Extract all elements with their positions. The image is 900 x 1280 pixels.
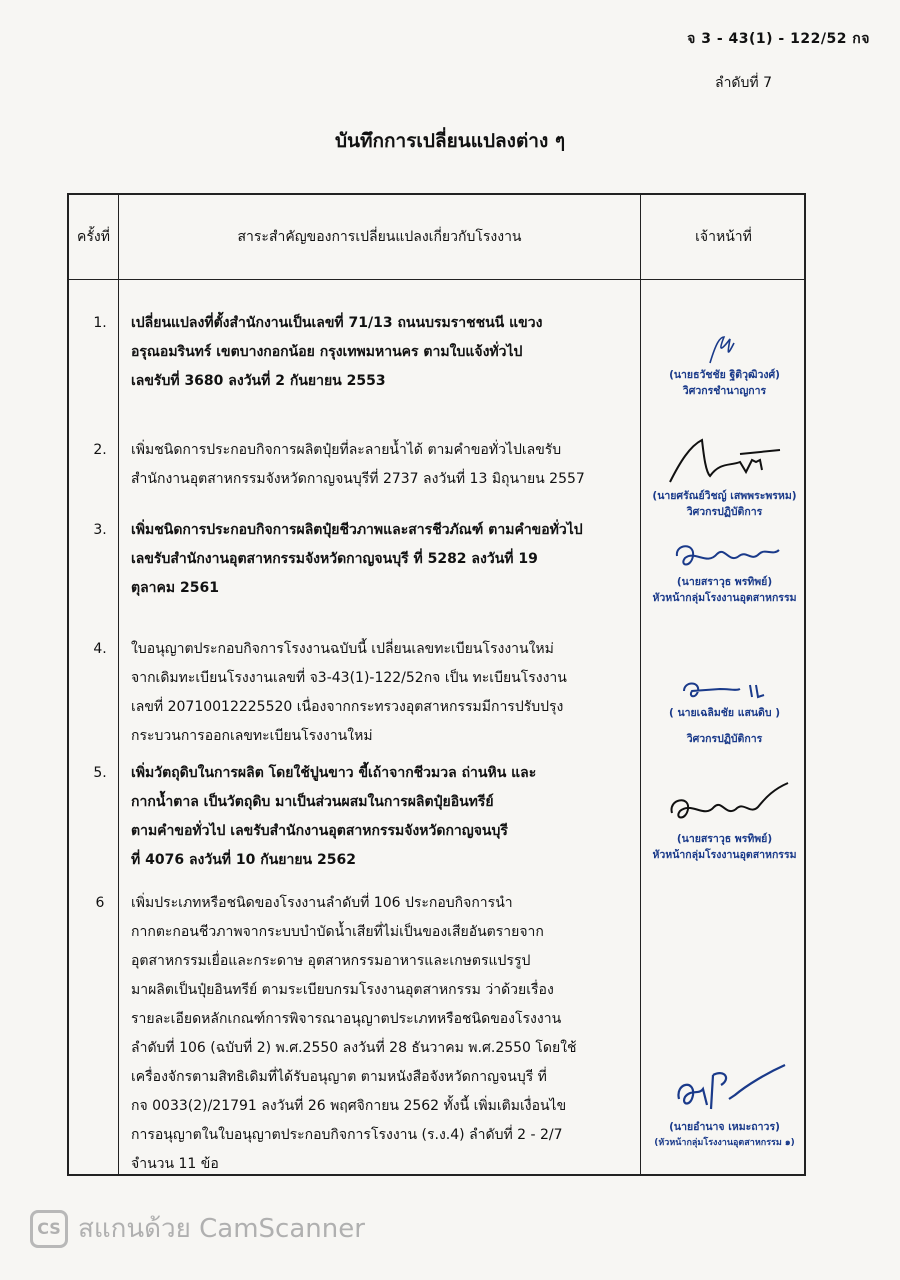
- row-number: 6: [95, 895, 105, 911]
- signature-icon: [650, 779, 800, 831]
- officer-block: [641, 675, 808, 747]
- column-divider: [118, 195, 119, 1174]
- officer-position: หัวหน้ากลุ่มโรงงานอุตสาหกรรม: [652, 592, 797, 604]
- camscanner-logo-icon: CS: [30, 1210, 68, 1248]
- officer-name: (นายอำนาจ เหมะถาวร): [669, 1121, 780, 1133]
- changes-table: [67, 193, 806, 1176]
- row-summary: เพิ่มชนิดการประกอบกิจการผลิตปุ๋ยที่ละลายน้ำได้ ตามคำขอทั่วไปเลขรับ สำนักงานอุตสาหกรรมจังหวัดกาญจนบุรีที่ 2737 ลงวันที่ 13 มิถุนายน 2557: [131, 442, 585, 487]
- header-summary: สาระสำคัญของการเปลี่ยนแปลงเกี่ยวกับโรงงาน: [237, 229, 522, 245]
- officer-position: วิศวกรปฏิบัติการ: [686, 506, 763, 518]
- order-number: ลำดับที่ 7: [714, 75, 772, 91]
- officer-position: (หัวหน้ากลุ่มโรงงานอุตสาหกรรม ๑): [654, 1138, 795, 1148]
- row-summary: ใบอนุญาตประกอบกิจการโรงงานฉบับนี้ เปลี่ยนเลขทะเบียนโรงงานใหม่ จากเดิมทะเบียนโรงงานเลขที่ จ3-43(1)-122/52กจ เป็น ทะเบียนโรงงาน เลขที่ 20710012225520 เนื่องจากกระทรวงอุตสาหกรรมมีการปรับปรุง กระบวนการออกเลขทะเบียนโรงงานใหม่: [131, 641, 567, 744]
- row-summary: เปลี่ยนแปลงที่ตั้งสำนักงานเป็นเลขที่ 71/13 ถนนบรมราชชนนี แขวง อรุณอมรินทร์ เขตบางกอกน้อย กรุงเทพมหานคร ตามใบแจ้งทั่วไป เลขรับที่ 3680 ลงวันที่ 2 กันยายน 2553: [131, 315, 543, 389]
- camscanner-text: สแกนด้วย CamScanner: [78, 1214, 365, 1244]
- officer-block: [641, 1055, 808, 1151]
- officer-block: [641, 779, 808, 863]
- signature-icon: [655, 1055, 795, 1119]
- officer-name: (นายสราวุธ พรทิพย์): [676, 576, 773, 588]
- officer-name: (นายสราวุธ พรทิพย์): [676, 833, 773, 845]
- row-summary: เพิ่มประเภทหรือชนิดของโรงงานลำดับที่ 106 ประกอบกิจการนำ กากตะกอนชีวภาพจากระบบบำบัดน้ำเสียที่ไม่เป็นของเสียอันตรายจาก อุตสาหกรรมเยื่อและกระดาษ อุตสาหกรรมอาหารและเกษตรแปรรูป มาผลิตเป็นปุ๋ยอินทรีย์ ตามระเบียบกรมโรงงานอุตสาหกรรม ว่าด้วยเรื่อง รายละเอียดหลักเกณฑ์การพิจารณาอนุญาตประเภทหรือชนิดของโรงงาน ลำดับที่ 106 (ฉบับที่ 2) พ.ศ.2550 ลงวันที่ 28 ธันวาคม พ.ศ.2550 โดยใช้ เครื่องจักรตามสิทธิเดิมที่ได้รับอนุญาต ตามหนังสือจังหวัดกาญจนบุรี ที่ กจ 0033(2)/21791 ลงวันที่ 26 พฤศจิกายน 2562 ทั้งนี้ เพิ่มเติมเงื่อนไข การอนุญาตในใบอนุญาตประกอบกิจการโรงงาน (ร.ง.4) ลำดับที่ 2 - 2/7 จำนวน 11 ข้อ: [131, 895, 577, 1172]
- header-divider: [69, 279, 804, 280]
- header-officer: เจ้าหน้าที่: [695, 229, 752, 245]
- officer-name: ( นายเฉลิมชัย แสนดิบ ): [668, 707, 780, 719]
- officer-position: หัวหน้ากลุ่มโรงงานอุตสาหกรรม: [652, 849, 797, 861]
- row-number: 5.: [93, 765, 107, 781]
- row-number: 2.: [93, 442, 107, 458]
- row-number: 1.: [93, 315, 107, 331]
- page-title: บันทึกการเปลี่ยนแปลงต่าง ๆ: [334, 130, 566, 152]
- row-summary: เพิ่มวัตถุดิบในการผลิต โดยใช้ปูนขาว ขี้เถ้าจากชีวมวล ถ่านหิน และ กากน้ำตาล เป็นวัตถุดิบ มาเป็นส่วนผสมในการผลิตปุ๋ยอินทรีย์ ตามคำขอทั่วไป เลขรับสำนักงานอุตสาหกรรมจังหวัดกาญจนบุรี ที่ 4076 ลงวันที่ 10 กันยายน 2562: [131, 765, 537, 868]
- signature-icon: [690, 333, 760, 367]
- officer-block: [641, 536, 808, 606]
- row-number: 3.: [93, 522, 107, 538]
- officer-name: (นายธวัชชัย ฐิติวุฒิวงศ์): [669, 369, 780, 381]
- document-code: จ 3 - 43(1) - 122/52 กจ: [687, 31, 870, 47]
- officer-block: [641, 333, 808, 399]
- officer-position: วิศวกรปฏิบัติการ: [686, 733, 763, 745]
- signature-icon: [670, 675, 780, 705]
- row-summary: เพิ่มชนิดการประกอบกิจการผลิตปุ๋ยชีวภาพและสารชีวภัณฑ์ ตามคำขอทั่วไป เลขรับสำนักงานอุตสาหกรรมจังหวัดกาญจนบุรี ที่ 5282 ลงวันที่ 19 ตุลาคม 2561: [131, 522, 583, 596]
- officer-block: [641, 432, 808, 520]
- signature-icon: [660, 432, 790, 488]
- camscanner-watermark: [30, 1208, 365, 1249]
- officer-name: (นายศรัณย์วิชญ์ เสพพระพรหม): [652, 490, 797, 502]
- header-no: ครั้งที่: [77, 229, 110, 245]
- row-number: 4.: [93, 641, 107, 657]
- signature-icon: [655, 536, 795, 574]
- officer-position: วิศวกรชำนาญการ: [682, 385, 767, 397]
